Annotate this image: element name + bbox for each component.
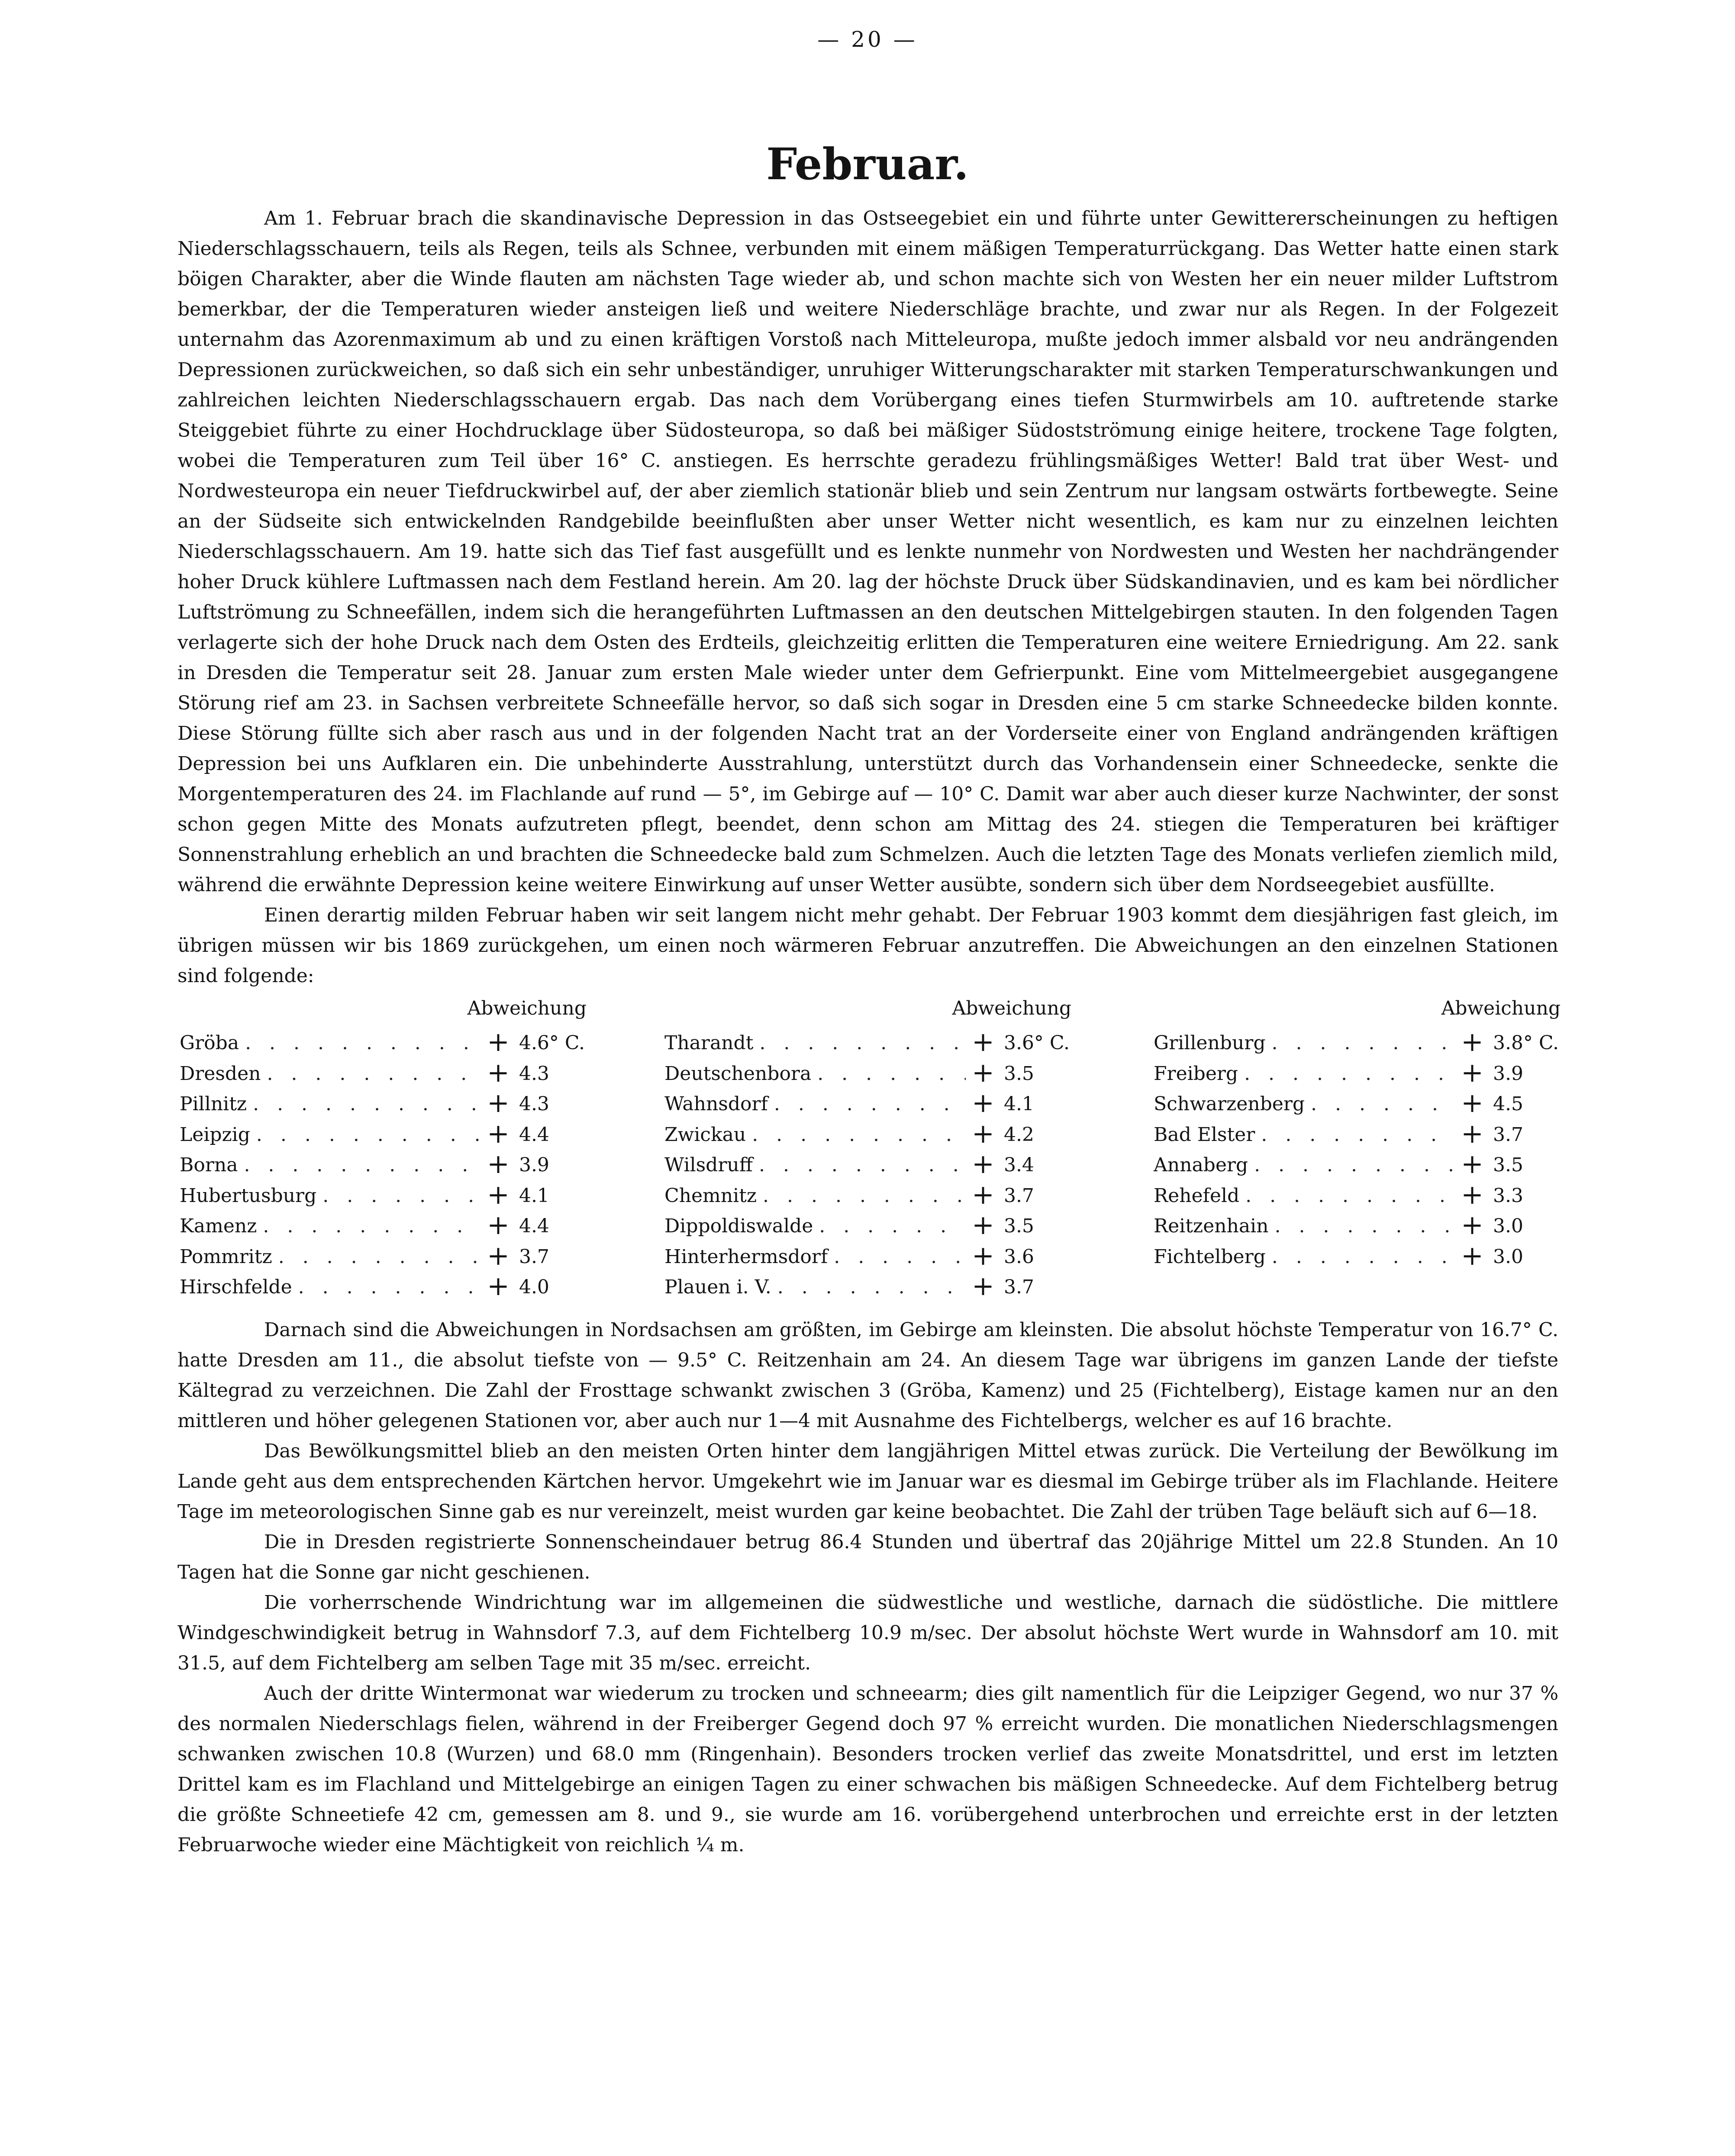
dot-leader bbox=[278, 1242, 481, 1272]
station-column-2 bbox=[664, 995, 1080, 1302]
deviation-number: 3.7 bbox=[1003, 1184, 1034, 1207]
station-column-3 bbox=[1154, 995, 1569, 1271]
station-row bbox=[180, 1271, 595, 1302]
deviation-number: 4.1 bbox=[1003, 1093, 1034, 1115]
deviation-value bbox=[972, 1271, 1080, 1302]
deviation-value bbox=[1461, 1241, 1569, 1272]
deviation-value bbox=[972, 1088, 1080, 1119]
station-row bbox=[1154, 1180, 1569, 1210]
dot-leader bbox=[1261, 1120, 1455, 1150]
deviation-number: 3.0 bbox=[1493, 1215, 1523, 1237]
deviation-number: 3.5 bbox=[1003, 1062, 1034, 1085]
dot-leader bbox=[1244, 1059, 1455, 1089]
plus-sign: + bbox=[972, 1087, 994, 1118]
deviation-number: 4.4 bbox=[519, 1123, 549, 1146]
plus-sign: + bbox=[487, 1178, 510, 1210]
paragraph: Die vorherrschende Windrichtung war im allgemeinen die südwestliche und westliche, darnach die südöstliche. Die mittlere Windgeschwindigkeit betrug in Wahnsdorf 7.3, auf dem Fichtelberg 10.9 m/sec. Der absolut höchste Wert wurde in Wahnsdorf am 10. mit 31.5, auf dem Fichtelberg am selben Tage mit 35 m/sec. erreicht. bbox=[177, 1592, 1558, 1674]
dot-leader bbox=[253, 1089, 481, 1119]
station-row bbox=[180, 1210, 595, 1241]
plus-sign: + bbox=[1461, 1148, 1483, 1180]
deviation-value bbox=[1461, 1180, 1569, 1211]
station-name: Deutschenbora bbox=[664, 1062, 812, 1085]
deviation-value bbox=[972, 1057, 1080, 1089]
page-title: Februar. bbox=[766, 139, 969, 190]
deviation-number: 4.0 bbox=[519, 1276, 549, 1298]
dot-leader bbox=[1274, 1211, 1455, 1241]
deviation-number: 3.7 bbox=[1493, 1123, 1523, 1146]
station-name: Wilsdruff bbox=[664, 1154, 753, 1176]
station-name: Hirschfelde bbox=[180, 1276, 292, 1298]
paragraph: Einen derartig milden Februar haben wir seit langem nicht mehr gehabt. Der Februar 1903 kommt dem diesjährigen fast gleich, im übrigen müssen wir bis 1869 zurückgehen, um einen noch wärmeren Februar anzutreffen. Die Abweichungen an den einzelnen Stationen sind folgende: bbox=[177, 904, 1558, 987]
station-row bbox=[180, 1088, 595, 1118]
station-name: Kamenz bbox=[180, 1215, 257, 1237]
plus-sign: + bbox=[972, 1117, 994, 1149]
dot-leader bbox=[263, 1211, 481, 1241]
station-row bbox=[1154, 1210, 1569, 1241]
station-row bbox=[664, 1057, 1080, 1088]
deviation-number: 3.8° C. bbox=[1493, 1032, 1559, 1054]
station-name: Hinterhermsdorf bbox=[664, 1245, 828, 1268]
station-name: Plauen i. V. bbox=[664, 1276, 771, 1298]
dot-leader bbox=[759, 1028, 966, 1058]
deviation-number: 3.0 bbox=[1493, 1245, 1523, 1268]
deviation-number: 4.5 bbox=[1493, 1093, 1523, 1115]
dot-leader bbox=[1245, 1181, 1455, 1211]
paragraph: Am 1. Februar brach die skandinavische Depression in das Ostseegebiet ein und führte unter Gewittererscheinungen zu heftigen Niederschlagsschauern, teils als Regen, teils als Schnee, verbunden mit einem mäßigen Temperaturrückgang. Das Wetter hatte einen stark böigen Charakter, aber die Winde flauten am nächsten Tage wieder ab, und schon machte sich von Westen her ein neuer milder Luftstrom bemerkbar, der die Temperaturen wieder ansteigen ließ und weitere Niederschläge brachte, und zwar nur als Regen. In der Folgezeit unternahm das Azorenmaximum ab und zu einen kräftigen Vorstoß nach Mitteleuropa, mußte jedoch immer alsbald vor neu andrängenden Depressionen zurückweichen, so daß sich ein sehr unbeständiger, unruhiger Witterungscharakter mit starken Temperaturschwankungen und zahlreichen leichten Niederschlagsschauern ergab. Das nach dem Vorübergang eines tiefen Sturmwirbels am 10. auftretende starke Steiggebiet führte zu einer Hochdrucklage über Südosteuropa, so daß bei mäßiger Südostströmung einige heitere, trockene Tage folgten, wobei die Temperaturen zum Teil über 16° C. anstiegen. Es herrschte geradezu frühlingsmäßiges Wetter! Bald trat über West- und Nordwesteuropa ein neuer Tiefdruckwirbel auf, der aber ziemlich stationär blieb und sein Zentrum nur langsam ostwärts fortbewegte. Seine an der Südseite sich entwickelnden Randgebilde beeinflußten aber unser Wetter nicht wesentlich, es kam nur zu einzelnen leichten Niederschlagsschauern. Am 19. hatte sich das Tief fast ausgefüllt und es lenkte nunmehr von Nordwesten und Westen her nachdrängender hoher Druck kühlere Luftmassen nach dem Festland herein. Am 20. lag der höchste Druck über Südskandinavien, und es kam bei nördlicher Luftströmung zu Schneefällen, indem sich die herangeführten Luftmassen an den deutschen Mittelgebirgen stauten. In den folgenden Tagen verlagerte sich der hohe Druck nach dem Osten des Erdteils, gleichzeitig erlitten die Temperaturen eine weitere Erniedrigung. Am 22. sank in Dresden die Temperatur seit 28. Januar zum ersten Male wieder unter dem Gefrierpunkt. Eine vom Mittelmeergebiet ausgegangene Störung rief am 23. in Sachsen verbreitete Schneefälle hervor, so daß sich sogar in Dresden eine 5 cm starke Schneedecke bilden konnte. Diese Störung füllte sich aber rasch aus und in der folgenden Nacht trat an der Vorderseite einer von England andrängenden kräftigen Depression bei uns Aufklaren ein. Die unbehinderte Ausstrahlung, unterstützt durch das Vorhandensein einer Schneedecke, senkte die Morgentemperaturen des 24. im Flachlande auf rund — 5°, im Gebirge auf — 10° C. Damit war aber auch dieser kurze Nachwinter, der sonst schon gegen Mitte des Monats aufzutreten pflegt, beendet, denn schon am Mittag des 24. stiegen die Temperaturen bei kräftiger Sonnenstrahlung erheblich an und brachten die Schneedecke bald zum Schmelzen. Auch die letzten Tage des Monats verliefen ziemlich mild, während die erwähnte Depression keine weitere Einwirkung auf unser Wetter ausübte, sondern sich über dem Nordseegebiet ausfüllte. bbox=[177, 207, 1558, 896]
plus-sign: + bbox=[487, 1209, 510, 1241]
deviation-value bbox=[972, 1118, 1080, 1150]
station-row bbox=[1154, 1088, 1569, 1118]
station-name: Zwickau bbox=[664, 1123, 746, 1146]
station-row bbox=[1154, 1057, 1569, 1088]
closing-text bbox=[177, 1315, 1558, 1860]
deviation-number: 4.2 bbox=[1003, 1123, 1034, 1146]
plus-sign: + bbox=[1461, 1026, 1483, 1057]
deviation-value bbox=[1461, 1088, 1569, 1119]
station-name: Wahnsdorf bbox=[664, 1093, 768, 1115]
deviation-value bbox=[972, 1180, 1080, 1211]
station-row bbox=[664, 1027, 1080, 1057]
station-row bbox=[664, 1149, 1080, 1180]
station-row bbox=[1154, 1118, 1569, 1149]
station-column-1 bbox=[180, 995, 595, 1302]
station-name: Borna bbox=[180, 1154, 238, 1176]
station-row bbox=[180, 1118, 595, 1149]
dot-leader bbox=[267, 1059, 481, 1089]
plus-sign: + bbox=[1461, 1209, 1483, 1241]
column-header: Abweichung bbox=[1441, 997, 1561, 1019]
plus-sign: + bbox=[487, 1239, 510, 1271]
paragraph: Darnach sind die Abweichungen in Nordsachsen am größten, im Gebirge am kleinsten. Die absolut höchste Temperatur von 16.7° C. hatte Dresden am 11., die absolut tiefste von — 9.5° C. Reitzenhain am 24. An diesem Tage war übrigens im ganzen Lande der tiefste Kältegrad zu verzeichnen. Die Zahl der Frosttage schwankt zwischen 3 (Gröba, Kamenz) und 25 (Fichtelberg), Eistage kamen nur an den mittleren und höher gelegenen Stationen vor, aber auch nur 1—4 mit Ausnahme des Fichtelbergs, welcher es auf 16 brachte. bbox=[177, 1319, 1558, 1432]
dot-leader bbox=[752, 1120, 966, 1150]
plus-sign: + bbox=[972, 1056, 994, 1088]
station-row bbox=[1154, 1241, 1569, 1271]
dot-leader bbox=[245, 1028, 481, 1058]
station-row bbox=[664, 1118, 1080, 1149]
deviation-number: 3.9 bbox=[519, 1154, 549, 1176]
plus-sign: + bbox=[1461, 1087, 1483, 1118]
dot-leader bbox=[1254, 1150, 1455, 1180]
dot-leader bbox=[244, 1150, 481, 1180]
deviation-value bbox=[487, 1210, 595, 1241]
deviation-number: 3.7 bbox=[1003, 1276, 1034, 1298]
station-name: Pommritz bbox=[180, 1245, 272, 1268]
station-name: Leipzig bbox=[180, 1123, 250, 1146]
station-row bbox=[664, 1180, 1080, 1210]
station-name: Bad Elster bbox=[1154, 1123, 1255, 1146]
deviation-value bbox=[487, 1057, 595, 1089]
station-row bbox=[180, 1241, 595, 1271]
deviation-value bbox=[487, 1027, 595, 1058]
station-name: Gröba bbox=[180, 1032, 239, 1054]
station-name: Pillnitz bbox=[180, 1093, 247, 1115]
deviation-number: 4.4 bbox=[519, 1215, 549, 1237]
station-row bbox=[1154, 1149, 1569, 1180]
plus-sign: + bbox=[1461, 1117, 1483, 1149]
dot-leader bbox=[298, 1272, 481, 1302]
deviation-number: 3.3 bbox=[1493, 1184, 1523, 1207]
deviation-value bbox=[972, 1027, 1080, 1058]
deviation-number: 3.5 bbox=[1493, 1154, 1523, 1176]
station-name: Reitzenhain bbox=[1154, 1215, 1269, 1237]
deviation-number: 4.3 bbox=[519, 1062, 549, 1085]
deviation-value bbox=[972, 1210, 1080, 1241]
plus-sign: + bbox=[972, 1026, 994, 1057]
plus-sign: + bbox=[972, 1148, 994, 1180]
dot-leader bbox=[834, 1242, 966, 1272]
deviation-value bbox=[487, 1271, 595, 1302]
dot-leader bbox=[1271, 1028, 1455, 1058]
plus-sign: + bbox=[487, 1087, 510, 1118]
deviation-number: 3.7 bbox=[519, 1245, 549, 1268]
station-row bbox=[664, 1088, 1080, 1118]
deviation-value bbox=[1461, 1149, 1569, 1180]
station-name: Grillenburg bbox=[1154, 1032, 1266, 1054]
deviation-number: 3.4 bbox=[1003, 1154, 1034, 1176]
dot-leader bbox=[1272, 1242, 1455, 1272]
deviation-value bbox=[487, 1241, 595, 1272]
station-name: Dippoldiswalde bbox=[664, 1215, 813, 1237]
deviation-value bbox=[972, 1149, 1080, 1180]
station-name: Tharandt bbox=[664, 1032, 754, 1054]
dot-leader bbox=[256, 1120, 481, 1150]
deviation-number: 4.6° C. bbox=[519, 1032, 585, 1054]
deviation-value bbox=[1461, 1118, 1569, 1150]
plus-sign: + bbox=[1461, 1056, 1483, 1088]
plus-sign: + bbox=[487, 1026, 510, 1057]
plus-sign: + bbox=[972, 1270, 994, 1302]
deviation-value bbox=[487, 1118, 595, 1150]
deviation-value bbox=[487, 1149, 595, 1180]
plus-sign: + bbox=[972, 1209, 994, 1241]
station-name: Freiberg bbox=[1154, 1062, 1238, 1085]
column-header: Abweichung bbox=[952, 997, 1071, 1019]
station-row bbox=[664, 1271, 1080, 1302]
dot-leader bbox=[817, 1059, 966, 1089]
dot-leader bbox=[777, 1272, 966, 1302]
station-row bbox=[180, 1027, 595, 1057]
plus-sign: + bbox=[1461, 1239, 1483, 1271]
station-row bbox=[664, 1241, 1080, 1271]
dot-leader bbox=[1311, 1089, 1455, 1119]
station-name: Annaberg bbox=[1154, 1154, 1248, 1176]
plus-sign: + bbox=[972, 1178, 994, 1210]
station-name: Schwarzenberg bbox=[1154, 1093, 1305, 1115]
intro-text bbox=[177, 203, 1558, 991]
deviation-value bbox=[487, 1180, 595, 1211]
station-name: Rehefeld bbox=[1154, 1184, 1240, 1207]
deviation-value bbox=[1461, 1057, 1569, 1089]
dot-leader bbox=[322, 1181, 481, 1211]
station-row bbox=[180, 1057, 595, 1088]
deviation-number: 3.6° C. bbox=[1003, 1032, 1070, 1054]
plus-sign: + bbox=[487, 1148, 510, 1180]
deviation-number: 3.6 bbox=[1003, 1245, 1034, 1268]
plus-sign: + bbox=[487, 1056, 510, 1088]
deviation-number: 3.9 bbox=[1493, 1062, 1523, 1085]
paragraph: Das Bewölkungsmittel blieb an den meisten Orten hinter dem langjährigen Mittel etwas zurück. Die Verteilung der Bewölkung im Lande geht aus dem entsprechenden Kärtchen hervor. Umgekehrt wie im Januar war es diesmal im Gebirge trüber als im Flachlande. Heitere Tage im meteorologischen Sinne gab es nur vereinzelt, meist wurden gar keine beobachtet. Die Zahl der trüben Tage beläuft sich auf 6—18. bbox=[177, 1440, 1558, 1523]
page-number: — 20 — bbox=[817, 27, 918, 52]
deviation-value bbox=[1461, 1210, 1569, 1241]
deviation-value bbox=[487, 1088, 595, 1119]
deviation-value bbox=[1461, 1027, 1569, 1058]
station-row bbox=[180, 1180, 595, 1210]
plus-sign: + bbox=[972, 1239, 994, 1271]
deviation-number: 3.5 bbox=[1003, 1215, 1034, 1237]
station-row bbox=[180, 1149, 595, 1180]
station-name: Hubertusburg bbox=[180, 1184, 317, 1207]
plus-sign: + bbox=[487, 1270, 510, 1302]
dot-leader bbox=[774, 1089, 966, 1119]
paragraph: Die in Dresden registrierte Sonnenscheindauer betrug 86.4 Stunden und übertraf das 20jährige Mittel um 22.8 Stunden. An 10 Tagen hat die Sonne gar nicht geschienen. bbox=[177, 1531, 1558, 1583]
station-name: Chemnitz bbox=[664, 1184, 757, 1207]
station-name: Fichtelberg bbox=[1154, 1245, 1266, 1268]
deviation-number: 4.3 bbox=[519, 1093, 549, 1115]
paragraph: Auch der dritte Wintermonat war wiederum zu trocken und schneearm; dies gilt namentlich für die Leipziger Gegend, wo nur 37 % des normalen Niederschlags fielen, während in der Freiberger Gegend doch 97 % erreicht wurden. Die monatlichen Niederschlagsmengen schwanken zwischen 10.8 (Wurzen) und 68.0 mm (Ringenhain). Besonders trocken verlief das zweite Monatsdrittel, und erst im letzten Drittel kam es im Flachland und Mittelgebirge an einigen Tagen zu einer schwachen bis mäßigen Schneedecke. Auf dem Fichtelberg betrug die größte Schneetiefe 42 cm, gemessen am 8. und 9., sie wurde am 16. vorübergehend unterbrochen und erreichte erst in der letzten Februarwoche wieder eine Mächtigkeit von reichlich ¼ m. bbox=[177, 1682, 1558, 1856]
dot-leader bbox=[819, 1211, 966, 1241]
plus-sign: + bbox=[1461, 1178, 1483, 1210]
station-row bbox=[1154, 1027, 1569, 1057]
dot-leader bbox=[763, 1181, 966, 1211]
dot-leader bbox=[759, 1150, 966, 1180]
deviation-value bbox=[972, 1241, 1080, 1272]
column-header: Abweichung bbox=[467, 997, 587, 1019]
plus-sign: + bbox=[487, 1117, 510, 1149]
station-row bbox=[664, 1210, 1080, 1241]
deviation-number: 4.1 bbox=[519, 1184, 549, 1207]
station-name: Dresden bbox=[180, 1062, 261, 1085]
